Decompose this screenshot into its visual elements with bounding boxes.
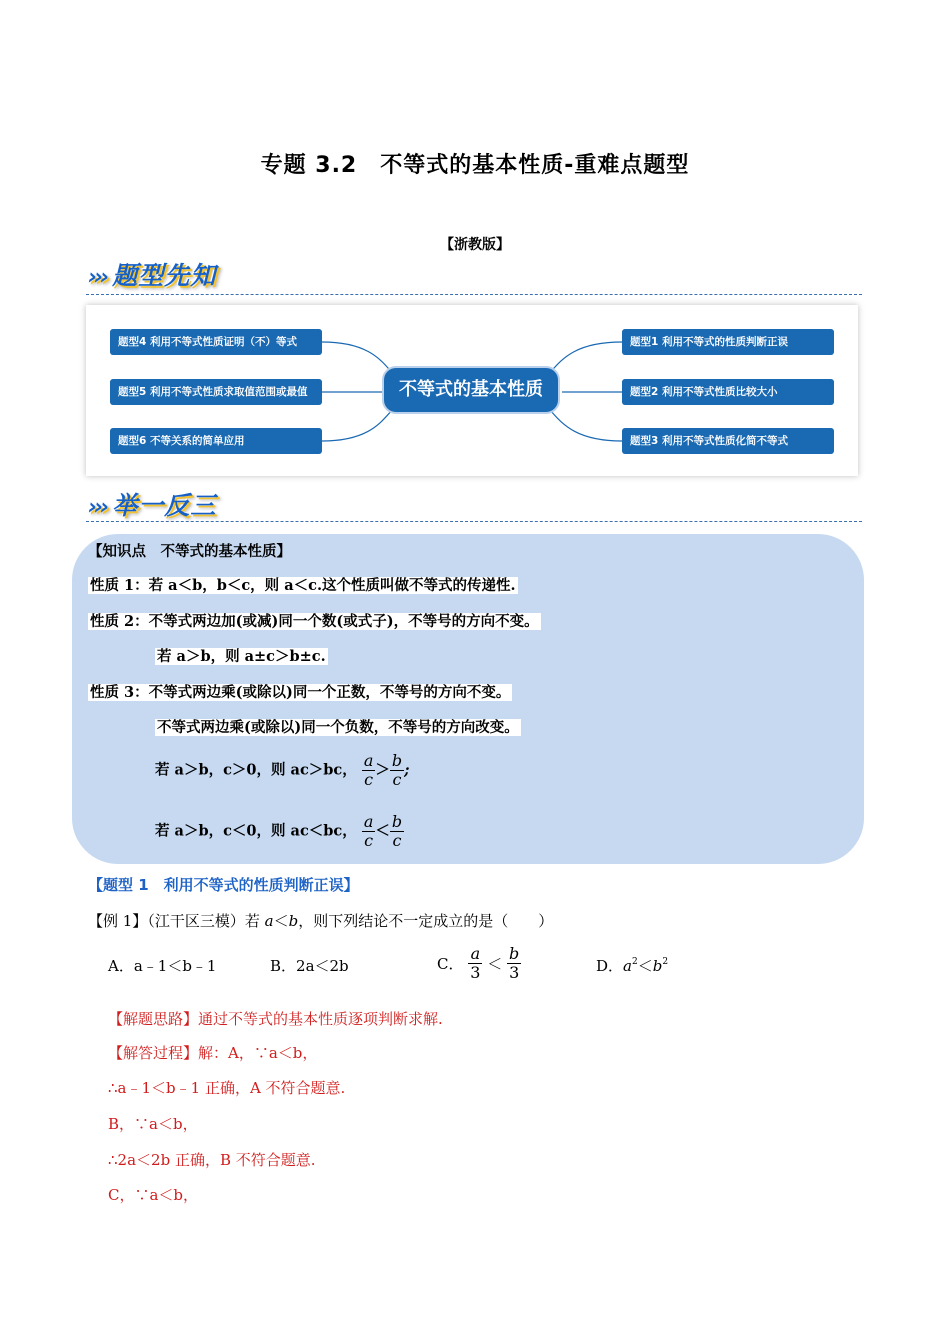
option-c: C． $\frac{a}{3}$ ＜ $\frac{b}{3}$ [437, 944, 520, 982]
property-3: 性质 3：不等式两边乘(或除以)同一个正数，不等号的方向不变。 [90, 684, 511, 701]
property-1: 性质 1：若 a＜b，b＜c，则 a＜c.这个性质叫做不等式的传递性. [90, 577, 516, 594]
banner-examples [88, 486, 216, 522]
banner-text: 举一反三 [112, 491, 217, 520]
dashed-divider [86, 294, 862, 295]
fraction-b-over-c: $\frac{b}{c}$ [391, 751, 403, 789]
banner-question-types [88, 256, 216, 292]
solution-idea: 【解题思路】通过不等式的基本性质逐项判断求解. [108, 1010, 443, 1028]
mindmap-node-type6: 题型6 不等关系的简单应用 [110, 428, 322, 454]
property-3-negative-formula: 若 a＞b，c＜0，则 ac＜bc， $\frac{a}{c}$ ＜ $\frac{b}{c}$ [155, 812, 403, 850]
mindmap-node-type1: 题型1 利用不等式的性质判断正误 [622, 329, 834, 355]
property-2: 性质 2：不等式两边加(或减)同一个数(或式子)，不等号的方向不变。 [90, 613, 539, 630]
mindmap-center-node: 不等式的基本性质 [382, 366, 560, 414]
mindmap-node-type3: 题型3 利用不等式性质化简不等式 [622, 428, 834, 454]
dashed-divider [86, 521, 862, 522]
triple-arrow-icon: ››› [88, 495, 107, 520]
fraction-b-over-3: $\frac{b}{3}$ [509, 944, 520, 982]
solution-line-2: B，∵a＜b， [108, 1115, 198, 1133]
property-3-negative: 不等式两边乘(或除以)同一个负数，不等号的方向改变。 [157, 719, 519, 736]
solution-line-1: ∴a﹣1＜b﹣1 正确，A 不符合题意. [108, 1079, 346, 1097]
option-a: A．a﹣1＜b﹣1 [108, 957, 217, 975]
fraction-a-over-c: $\frac{a}{c}$ [363, 812, 374, 850]
mindmap-node-type4: 题型4 利用不等式性质证明（不）等式 [110, 329, 322, 355]
example1-stem: 【例 1】（江干区三模）若 a＜b，则下列结论不一定成立的是（ ） [88, 912, 554, 930]
option-d: D．$a^2<b^2$ [596, 957, 669, 975]
page-title: 专题 3.2 不等式的基本性质-重难点题型 [260, 153, 690, 178]
fraction-b-over-c: $\frac{b}{c}$ [391, 812, 403, 850]
edition-label: 【浙教版】 [440, 237, 510, 253]
knowledge-heading: 【知识点 不等式的基本性质】 [88, 544, 291, 560]
solution-line-3: ∴2a＜2b 正确，B 不符合题意. [108, 1151, 316, 1169]
mindmap-node-type5: 题型5 利用不等式性质求取值范围或最值 [110, 379, 322, 405]
fraction-a-over-3: $\frac{a}{3}$ [470, 944, 481, 982]
option-b: B．2a＜2b [270, 957, 349, 975]
type1-heading: 【题型 1 利用不等式的性质判断正误】 [88, 876, 359, 894]
solution-process: 【解答过程】解：A，∵a＜b， [108, 1044, 318, 1062]
banner-text: 题型先知 [112, 261, 217, 290]
mindmap-node-type2: 题型2 利用不等式性质比较大小 [622, 379, 834, 405]
triple-arrow-icon: ››› [88, 265, 107, 290]
property-2-formula: 若 a＞b，则 a±c＞b±c. [157, 648, 326, 665]
fraction-a-over-c: $\frac{a}{c}$ [363, 751, 374, 789]
solution-line-4: C，∵a＜b， [108, 1186, 199, 1204]
property-3-positive-formula: 若 a＞b，c＞0，则 ac＞bc， $\frac{a}{c}$ ＞ $\frac{b}{c}$ ; [155, 751, 410, 789]
